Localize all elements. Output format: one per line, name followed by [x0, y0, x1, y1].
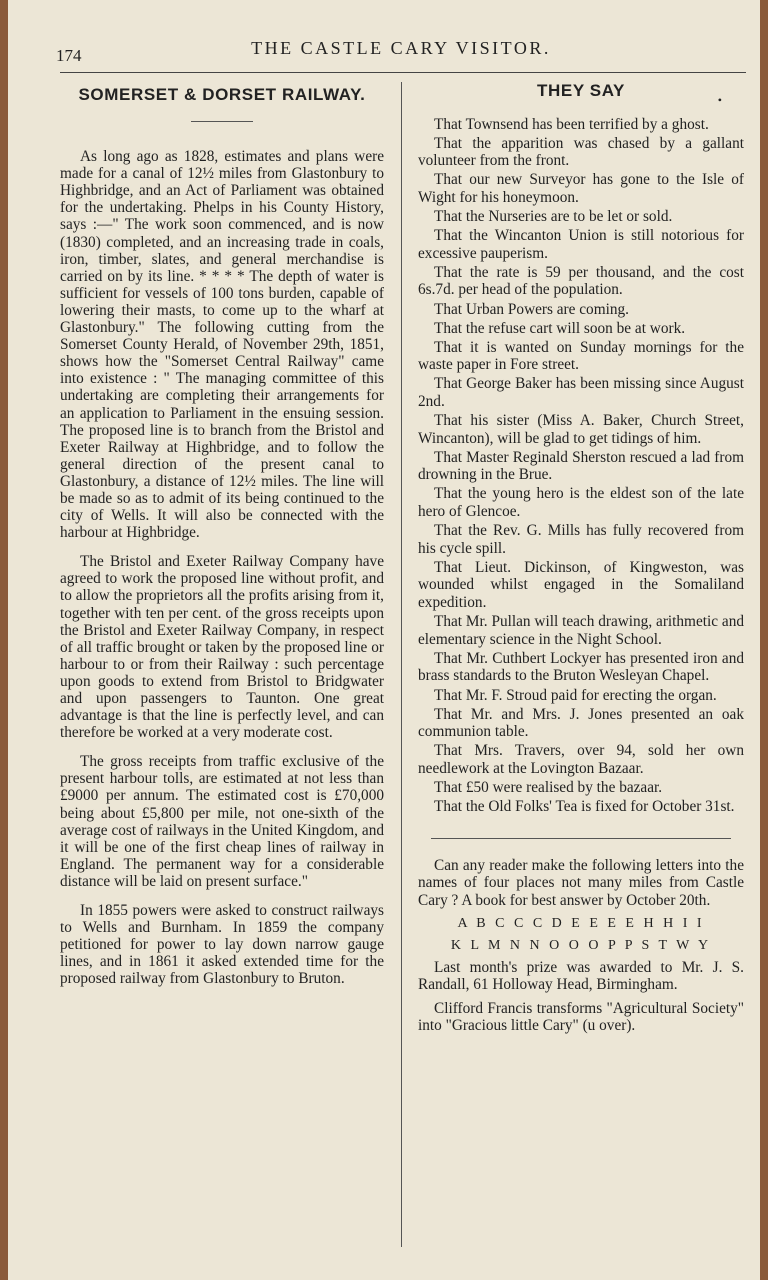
section-rule	[431, 838, 731, 839]
list-item: That Mr. Cuthbert Lockyer has presented iron and brass standards to the Bruton Wesleyan Chapel.	[418, 649, 744, 685]
list-item: That the apparition was chased by a gallant volunteer from the front.	[418, 134, 744, 170]
list-item: That the rate is 59 per thousand, and the cost 6s.7d. per head of the population.	[418, 263, 744, 299]
left-column	[60, 86, 384, 1000]
list-item: That Mrs. Travers, over 94, sold her own needlework at the Lovington Bazaar.	[418, 742, 744, 777]
heading-rule	[191, 121, 253, 122]
list-item: That the Rev. G. Mills has fully recovered from his cycle spill.	[418, 522, 744, 557]
list-item: That Master Reginald Sherston rescued a lad from drowning in the Brue.	[418, 448, 744, 484]
list-item: That Mr. and Mrs. J. Jones presented an oak communion table.	[418, 705, 744, 741]
column-divider	[401, 82, 402, 1247]
article-paragraph: The gross receipts from traffic exclusive of the present harbour tolls, are estimated at not less than £9000 per annum. The estimated cost is £70,000 being about £5,800 per mile, not one-sixth of the average cost of railways in the United Kingdom, and it will be one of the first cheap lines of railway in England. The permanent way for a considerable distance will be laid on present surface."	[60, 753, 384, 890]
list-item: That George Baker has been missing since August 2nd.	[418, 375, 744, 410]
page-header	[56, 34, 746, 68]
list-item: That our new Surveyor has gone to the Isle of Wight for his honeymoon.	[418, 171, 744, 206]
anagram-text: Clifford Francis transforms "Agricultural Society" into "Gracious little Cary" (u over).	[418, 999, 744, 1035]
they-say-list	[418, 116, 744, 816]
list-item: That his sister (Miss A. Baker, Church Street, Wincanton), will be glad to get tidings of him.	[418, 412, 744, 447]
list-item: That the young hero is the eldest son of the late hero of Glencoe.	[418, 485, 744, 521]
list-item: That Urban Powers are coming.	[434, 300, 629, 318]
list-item: That it is wanted on Sunday mornings for the waste paper in Fore street.	[418, 338, 744, 374]
header-rule	[60, 72, 746, 73]
newspaper-page	[8, 0, 760, 1280]
running-title: THE CASTLE CARY VISITOR.	[251, 38, 551, 58]
page-number: 174	[56, 46, 82, 65]
prize-text: Last month's prize was awarded to Mr. J. S. Randall, 61 Holloway Head, Birmingham.	[418, 958, 744, 994]
puzzle-letters-1: A B C C C D E E E E H H I I	[457, 916, 705, 932]
print-dot: •	[717, 93, 722, 107]
list-item: That Townsend has been terrified by a ghost.	[434, 115, 709, 133]
article-heading: SOMERSET & DORSET RAILWAY.	[78, 85, 366, 104]
list-item: That Lieut. Dickinson, of Kingweston, was wounded whilst engaged in the Somaliland expedition.	[418, 558, 744, 612]
article-paragraph: The Bristol and Exeter Railway Company have agreed to work the proposed line without profit, and to allow the proprietors all the profits arising from it, together with ten per cent. of the gross receipts upon the Bristol and Exeter Railway Company, in respect of all traffic brought or taken by the proposed line or harbour to or from their Railway : such percentage upon goods to extend from Bristol to Bridgwater and upon passengers to Taunton. One great advantage is that the line is perfectly level, and can therefore be worked at a very moderate cost.	[60, 553, 384, 742]
puzzle-letters-2: K L M N N O O O P P S T W Y	[450, 938, 712, 954]
article-paragraph: In 1855 powers were asked to construct railways to Wells and Burnham. In 1859 the company petitioned for power to lay down narrow gauge lines, and in 1861 it asked extended time for the proposed railway from Glastonbury to Bruton.	[60, 902, 384, 988]
list-item: That the Old Folks' Tea is fixed for October 31st.	[434, 798, 735, 816]
article-paragraph: As long ago as 1828, estimates and plans were made for a canal of 12½ miles from Glastonbury to Highbridge, and an Act of Parliament was obtained for the undertaking. Phelps in his County History, says :—" The work soon commenced, and is now (1830) completed, and an increasing trade in coals, iron, timber, slates, and general merchandise is carried on by its line. * * * * The depth of water is sufficient for vessels of 100 tons burden, capable of lowering their masts, to come up to the wharf at Glastonbury." The following cutting from the Somerset County Herald, of November 29th, 1851, shows how the "Somerset Central Railway" came into existence : " The managing committee of this undertaking are completing their arrangements for an application to Parliament in the ensuing session. The proposed line is to branch from the Bristol and Exeter Railway at Highbridge, and to follow the general direction of the present canal to Glastonbury, a distance of 12½ miles. The line will be made so as to admit of its being continued to the city of Wells. It will also be connected with the harbour at Highbridge.	[60, 148, 384, 542]
list-item: That £50 were realised by the bazaar.	[434, 778, 663, 796]
list-item: That the refuse cart will soon be at work.	[434, 319, 686, 337]
they-say-heading: THEY SAY	[537, 81, 625, 100]
list-item: That the Wincanton Union is still notorious for excessive pauperism.	[418, 227, 744, 262]
list-item: That the Nurseries are to be let or sold.	[434, 208, 673, 226]
list-item: That Mr. Pullan will teach drawing, arithmetic and elementary science in the Night School.	[418, 613, 744, 648]
right-column	[418, 80, 744, 1041]
puzzle-text: Can any reader make the following letters into the names of four places not many miles from Castle Cary ? A book for best answer by October 20th.	[418, 856, 744, 909]
list-item: That Mr. F. Stroud paid for erecting the organ.	[434, 686, 717, 704]
